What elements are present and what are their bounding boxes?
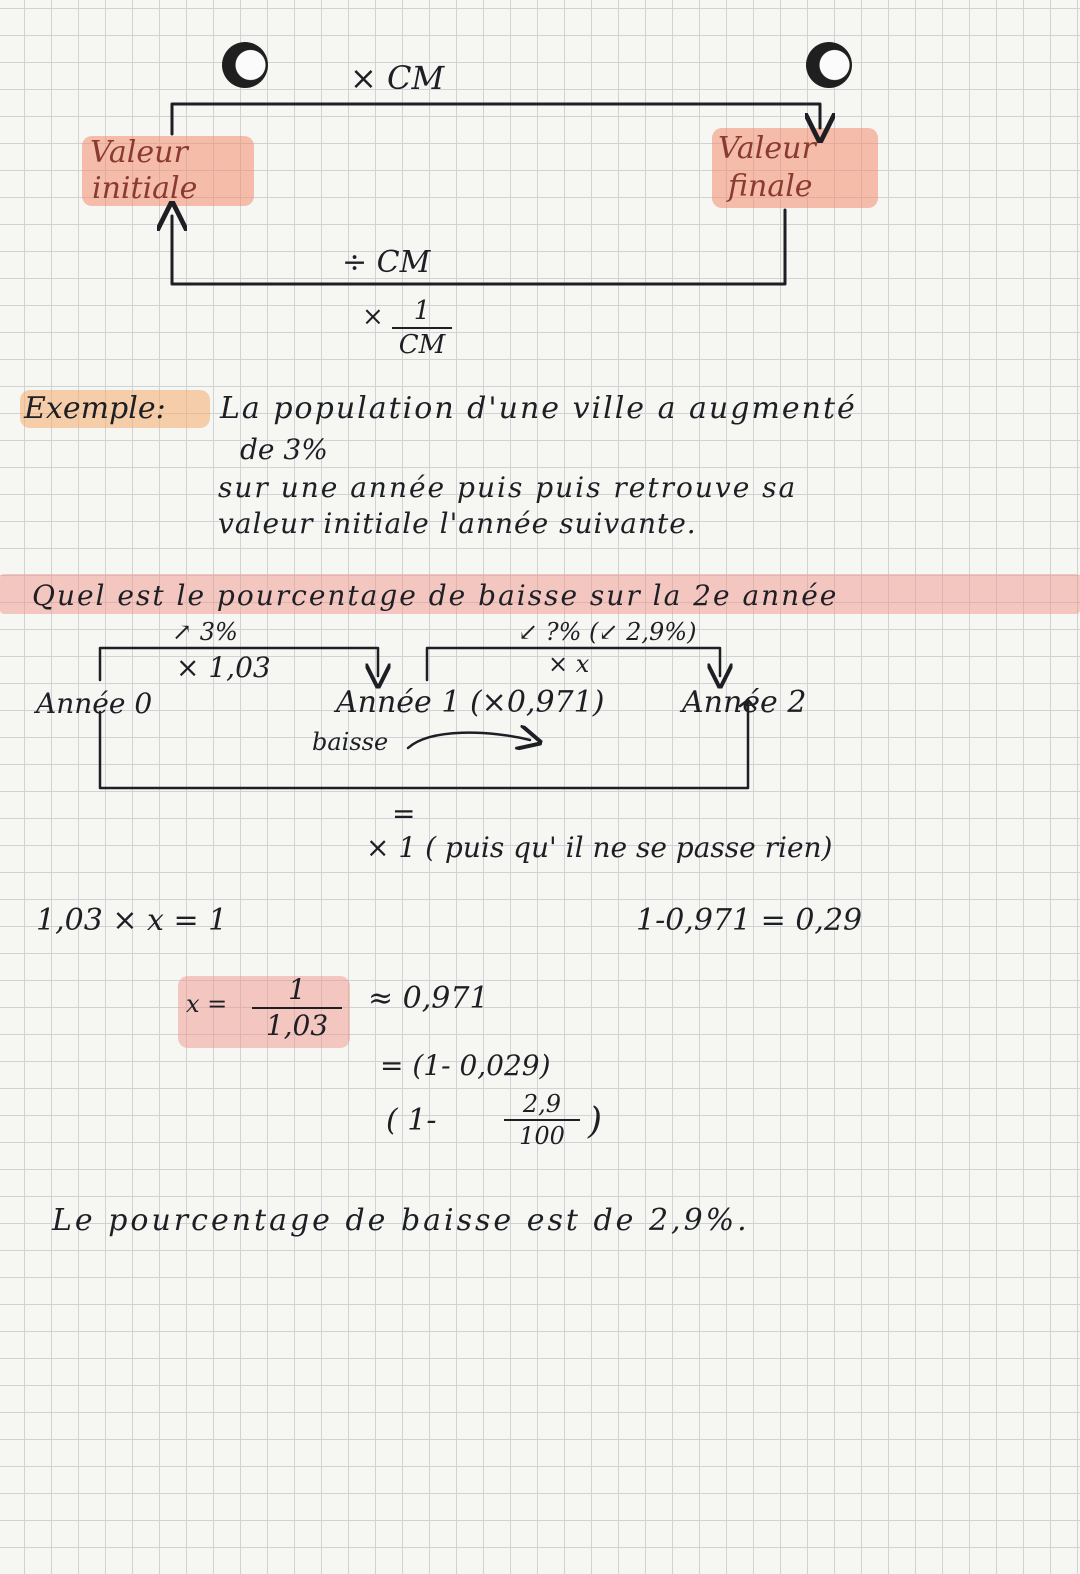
x-fraction-num: 1	[288, 973, 306, 1006]
inverse-fraction-num: 1	[413, 296, 431, 326]
mult-103: × 1,03	[176, 651, 271, 684]
inverse-op-label: ÷ CM	[342, 245, 431, 280]
example-line-3: sur une année puis puis retrouve sa	[218, 471, 798, 504]
equals-sign: =	[392, 797, 416, 830]
year-2: Année 2	[682, 685, 807, 720]
example-label: Exemple:	[24, 391, 166, 426]
forward-op-label: × CM	[350, 59, 445, 97]
inverse-fraction	[392, 298, 452, 358]
year-0: Année 0	[36, 687, 153, 720]
equation-right: 1-0,971 = 0,29	[636, 903, 863, 938]
conclusion-text: Le pourcentage de baisse est de 2,9%.	[52, 1203, 750, 1238]
equation-1: 1,03 × x = 1	[36, 903, 228, 938]
paren-fraction-den: 100	[519, 1122, 565, 1150]
final-value-line1: Valeur	[718, 131, 816, 166]
initial-value-line1: Valeur	[90, 135, 188, 170]
year-1: Année 1 (×0,971)	[336, 685, 605, 720]
inverse-mult-sign: ×	[362, 302, 384, 332]
x-fraction-den: 1,03	[265, 1009, 329, 1042]
final-value-line2: finale	[728, 169, 813, 204]
times-one-note: × 1 ( puis qu' il ne se passe rien)	[366, 831, 833, 864]
equation-paren: = (1- 0,029)	[380, 1049, 551, 1082]
x-fraction	[252, 973, 342, 1042]
approx-value: ≈ 0,971	[368, 981, 489, 1016]
paren-fraction	[504, 1092, 580, 1148]
fraction-bar	[392, 327, 452, 329]
paren-close: )	[588, 1101, 603, 1142]
example-line-1: La population d'une ville a augmenté	[220, 391, 857, 426]
up-percent: ↗ 3%	[172, 618, 238, 646]
example-line-2: de 3%	[240, 433, 328, 466]
paren-fraction-num: 2,9	[522, 1090, 562, 1118]
mult-x: × x	[548, 650, 590, 678]
initial-value-line2: initiale	[92, 171, 198, 206]
down-percent: ↙ ?% (↙ 2,9%)	[518, 618, 697, 646]
inverse-fraction-den: CM	[398, 330, 446, 360]
fraction-bar	[504, 1119, 580, 1121]
baisse-label: baisse	[312, 728, 389, 756]
paren-open: ( 1-	[386, 1103, 437, 1138]
question-text: Quel est le pourcentage de baisse sur la 2e année	[32, 579, 839, 612]
example-line-4: valeur initiale l'année suivante.	[218, 507, 697, 540]
x-label: x =	[186, 990, 228, 1018]
